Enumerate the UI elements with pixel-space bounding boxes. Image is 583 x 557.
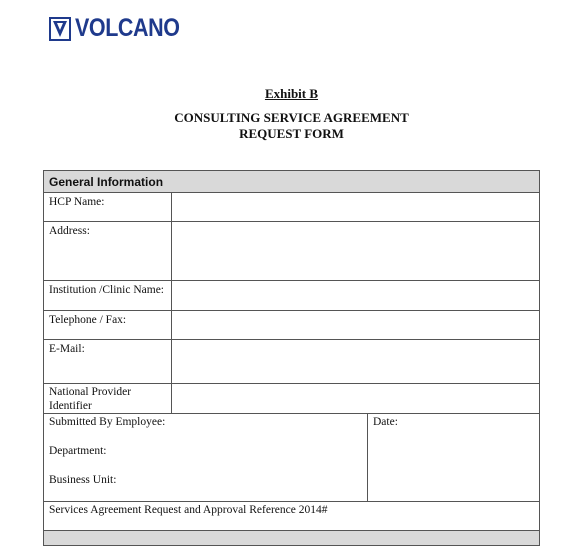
- email-label: E-Mail:: [49, 343, 85, 355]
- request-form-table: [43, 170, 540, 546]
- npi-label-line-1: National Provider: [49, 386, 132, 398]
- submitted-by-row: [44, 414, 539, 502]
- footer-band: [44, 531, 539, 545]
- address-label: Address:: [49, 225, 90, 237]
- date-divider: [367, 414, 368, 501]
- volcano-logo-icon: [49, 17, 71, 41]
- department-label: Department:: [49, 445, 107, 457]
- institution-row: [44, 281, 539, 311]
- address-row: [44, 222, 539, 281]
- business-unit-label: Business Unit:: [49, 474, 117, 486]
- telephone-row: [44, 311, 539, 340]
- npi-label-line-2: Identifier: [49, 400, 92, 412]
- npi-field[interactable]: [172, 384, 539, 413]
- section-header: General Information: [44, 171, 539, 193]
- npi-label: [49, 385, 131, 413]
- reference-label: Services Agreement Request and Approval Reference 2014#: [49, 504, 328, 516]
- email-row: [44, 340, 539, 384]
- telephone-field[interactable]: [172, 311, 539, 339]
- hcp-name-row: [44, 193, 539, 222]
- form-title: [0, 110, 583, 142]
- telephone-label: Telephone / Fax:: [49, 314, 127, 326]
- email-field[interactable]: [172, 340, 539, 383]
- npi-row: [44, 384, 539, 414]
- form-title-line-2: REQUEST FORM: [239, 126, 344, 141]
- hcp-name-field[interactable]: [172, 193, 539, 221]
- address-field[interactable]: [172, 222, 539, 280]
- submitted-by-label: Submitted By Employee:: [49, 416, 166, 428]
- form-title-line-1: CONSULTING SERVICE AGREEMENT: [174, 110, 409, 125]
- reference-row: [44, 502, 539, 531]
- institution-field[interactable]: [172, 281, 539, 310]
- exhibit-label: Exhibit B: [264, 86, 319, 101]
- logo-text: VOLCANO: [75, 14, 180, 42]
- hcp-name-label: HCP Name:: [49, 196, 105, 208]
- institution-label: Institution /Clinic Name:: [49, 284, 164, 296]
- date-label: Date:: [373, 416, 398, 428]
- volcano-logo: [49, 15, 197, 42]
